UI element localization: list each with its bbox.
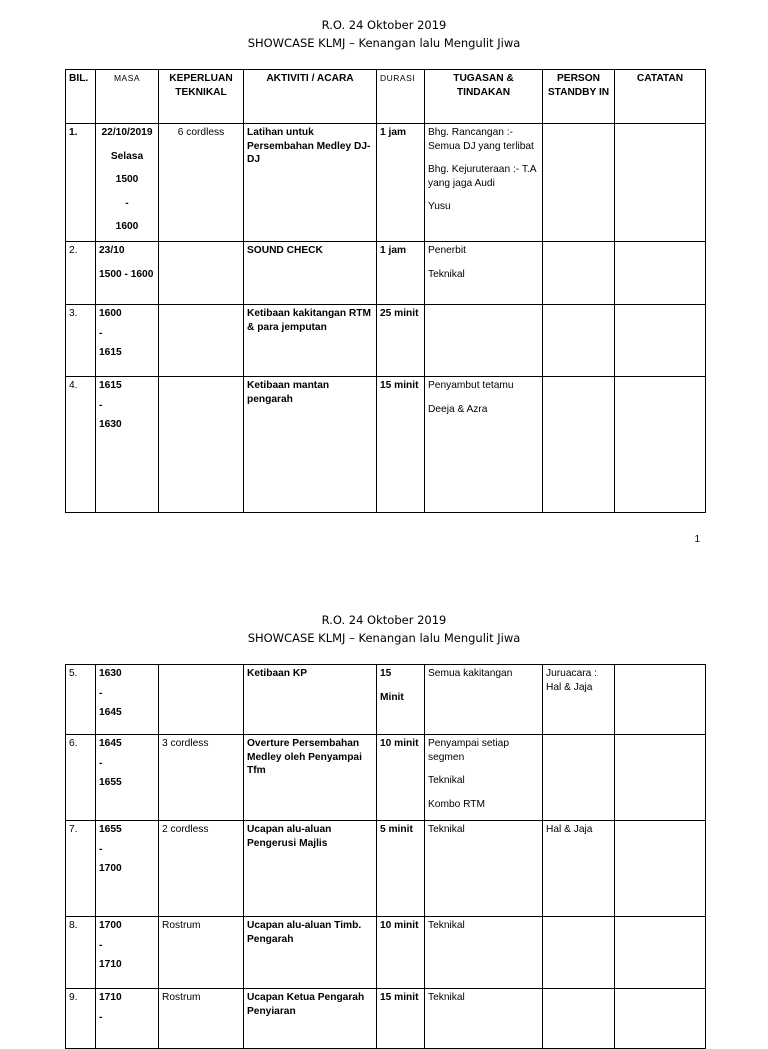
masa-line: 1615 xyxy=(99,380,122,391)
durasi-cell: 25 minit xyxy=(377,305,425,377)
masa-cell xyxy=(96,305,159,377)
tugasan-cell xyxy=(425,377,543,513)
standby-cell xyxy=(543,305,615,377)
standby-cell xyxy=(543,377,615,513)
aktiviti-cell: Overture Persembahan Medley oleh Penyampai Tfm xyxy=(244,735,377,821)
tugasan-cell xyxy=(425,917,543,989)
masa-line: 1600 xyxy=(115,221,139,232)
page2-subtitle: SHOWCASE KLMJ – Kenangan lalu Mengulit Jiwa xyxy=(247,631,521,645)
catatan-cell xyxy=(615,735,706,821)
tugasan-line: Penerbit xyxy=(428,245,466,256)
durasi-line: 5 minit xyxy=(380,824,413,835)
durasi-line: 10 minit xyxy=(380,738,419,749)
masa-line: 1600 xyxy=(99,308,122,319)
aktiviti-cell: Ketibaan mantan pengarah xyxy=(244,377,377,513)
bil-cell: 6. xyxy=(66,735,96,821)
page-number: 1 xyxy=(694,534,700,545)
bil-cell: 4. xyxy=(66,377,96,513)
bil-cell: 5. xyxy=(66,665,96,735)
page1-title: R.O. 24 Oktober 2019 xyxy=(321,18,447,32)
tugasan-cell xyxy=(425,989,543,1049)
table-row xyxy=(66,665,706,735)
durasi-cell xyxy=(377,665,425,735)
masa-cell xyxy=(96,665,159,735)
masa-line: 1645 xyxy=(99,738,122,749)
masa-line: 1500 - 1600 xyxy=(99,268,154,280)
standby-cell: Juruacara : Hal & Jaja xyxy=(543,665,615,735)
masa-cell xyxy=(96,989,159,1049)
masa-line: - xyxy=(99,687,103,699)
header-catatan: CATATAN xyxy=(615,70,706,124)
catatan-cell xyxy=(615,124,706,242)
teknikal-cell: 2 cordless xyxy=(159,821,244,917)
aktiviti-cell: Ucapan Ketua Pengarah Penyiaran xyxy=(244,989,377,1049)
bil-cell: 2. xyxy=(66,242,96,305)
masa-line: - xyxy=(99,939,103,951)
masa-line: 22/10/2019 xyxy=(101,127,153,138)
masa-line: - xyxy=(99,757,103,769)
masa-line: - xyxy=(99,399,103,411)
durasi-cell xyxy=(377,735,425,821)
bil-cell: 7. xyxy=(66,821,96,917)
standby-cell: Hal & Jaja xyxy=(543,821,615,917)
tugasan-line: Teknikal xyxy=(428,920,465,931)
catatan-cell xyxy=(615,305,706,377)
page1-subtitle: SHOWCASE KLMJ – Kenangan lalu Mengulit Jiwa xyxy=(247,36,521,50)
catatan-cell xyxy=(615,821,706,917)
tugasan-line: Penyambut tetamu xyxy=(428,380,514,391)
masa-line: - xyxy=(125,197,129,209)
durasi-line: Minit xyxy=(380,691,404,703)
tugasan-cell xyxy=(425,242,543,305)
durasi-line: 10 minit xyxy=(380,920,419,931)
header-bil: BIL. xyxy=(66,70,96,124)
teknikal-cell xyxy=(159,665,244,735)
bil-cell: 9. xyxy=(66,989,96,1049)
teknikal-cell: 6 cordless xyxy=(159,124,244,242)
tugasan-line: Bhg. Kejuruteraan :- T.A yang jaga Audi xyxy=(428,164,536,189)
masa-line: 1710 xyxy=(99,959,122,970)
masa-line: 1615 xyxy=(99,347,122,358)
header-person-standby: PERSON STANDBY IN xyxy=(543,70,615,124)
aktiviti-cell: Ucapan alu-aluan Timb. Pengarah xyxy=(244,917,377,989)
header-masa: MASA xyxy=(96,70,159,124)
standby-cell xyxy=(543,917,615,989)
masa-cell xyxy=(96,377,159,513)
masa-cell xyxy=(96,124,159,242)
standby-cell xyxy=(543,989,615,1049)
catatan-cell xyxy=(615,377,706,513)
masa-line: - xyxy=(99,843,103,855)
masa-line: 1630 xyxy=(99,668,122,679)
header-aktiviti: AKTIVITI / ACARA xyxy=(244,70,377,124)
run-order-table-page1 xyxy=(65,69,706,513)
teknikal-cell xyxy=(159,305,244,377)
table-row xyxy=(66,989,706,1049)
bil-cell: 8. xyxy=(66,917,96,989)
teknikal-cell: Rostrum xyxy=(159,989,244,1049)
tugasan-line: Teknikal xyxy=(428,775,465,786)
teknikal-cell: Rostrum xyxy=(159,917,244,989)
aktiviti-cell: Ucapan alu-aluan Pengerusi Majlis xyxy=(244,821,377,917)
durasi-cell xyxy=(377,989,425,1049)
masa-line: - xyxy=(99,327,103,339)
tugasan-line: Yusu xyxy=(428,201,451,212)
aktiviti-cell: SOUND CHECK xyxy=(244,242,377,305)
page2-title: R.O. 24 Oktober 2019 xyxy=(321,613,447,627)
teknikal-cell xyxy=(159,377,244,513)
table-row xyxy=(66,305,706,377)
masa-line: 1710 xyxy=(99,992,122,1003)
table-row xyxy=(66,124,706,242)
catatan-cell xyxy=(615,917,706,989)
tugasan-line: Teknikal xyxy=(428,824,465,835)
table-header-row xyxy=(66,70,706,124)
bil-cell: 1. xyxy=(66,124,96,242)
table-row xyxy=(66,735,706,821)
tugasan-cell xyxy=(425,305,543,377)
masa-line: 23/10 xyxy=(99,245,125,256)
masa-line: 1645 xyxy=(99,707,122,718)
masa-line: Selasa xyxy=(110,150,144,162)
durasi-cell: 15 minit xyxy=(377,377,425,513)
run-order-table-page2 xyxy=(65,664,706,1049)
tugasan-line: Penyampai setiap segmen xyxy=(428,738,509,763)
masa-cell xyxy=(96,735,159,821)
table-row xyxy=(66,917,706,989)
table-row xyxy=(66,377,706,513)
tugasan-cell xyxy=(425,735,543,821)
aktiviti-cell: Latihan untuk Persembahan Medley DJ-DJ xyxy=(244,124,377,242)
tugasan-line: Deeja & Azra xyxy=(428,403,488,415)
masa-line: - xyxy=(99,1011,103,1023)
tugasan-cell xyxy=(425,124,543,242)
masa-cell xyxy=(96,917,159,989)
durasi-line: 15 minit xyxy=(380,992,419,1003)
tugasan-line: Bhg. Rancangan :- Semua DJ yang terlibat xyxy=(428,127,534,152)
catatan-cell xyxy=(615,242,706,305)
masa-line: 1655 xyxy=(99,777,122,788)
masa-line: 1655 xyxy=(99,824,122,835)
table-row xyxy=(66,821,706,917)
durasi-cell: 1 jam xyxy=(377,124,425,242)
header-durasi: DURASI xyxy=(377,70,425,124)
durasi-cell xyxy=(377,917,425,989)
tugasan-cell xyxy=(425,821,543,917)
durasi-cell: 1 jam xyxy=(377,242,425,305)
header-keperluan-teknikal: KEPERLUAN TEKNIKAL xyxy=(159,70,244,124)
catatan-cell xyxy=(615,665,706,735)
table-row xyxy=(66,242,706,305)
masa-line: 1500 xyxy=(115,174,139,185)
masa-cell xyxy=(96,821,159,917)
durasi-cell xyxy=(377,821,425,917)
masa-cell xyxy=(96,242,159,305)
standby-cell xyxy=(543,124,615,242)
header-tugasan: TUGASAN & TINDAKAN xyxy=(425,70,543,124)
catatan-cell xyxy=(615,989,706,1049)
tugasan-line: Semua kakitangan xyxy=(428,668,513,679)
masa-line: 1630 xyxy=(99,419,122,430)
teknikal-cell xyxy=(159,242,244,305)
tugasan-line: Teknikal xyxy=(428,268,465,280)
masa-line: 1700 xyxy=(99,920,122,931)
tugasan-line: Teknikal xyxy=(428,992,465,1003)
masa-line: 1700 xyxy=(99,863,122,874)
teknikal-cell: 3 cordless xyxy=(159,735,244,821)
durasi-line: 15 xyxy=(380,668,392,679)
standby-cell xyxy=(543,735,615,821)
aktiviti-cell: Ketibaan kakitangan RTM & para jemputan xyxy=(244,305,377,377)
standby-cell xyxy=(543,242,615,305)
aktiviti-cell: Ketibaan KP xyxy=(244,665,377,735)
bil-cell: 3. xyxy=(66,305,96,377)
tugasan-line: Kombo RTM xyxy=(428,798,485,810)
tugasan-cell xyxy=(425,665,543,735)
